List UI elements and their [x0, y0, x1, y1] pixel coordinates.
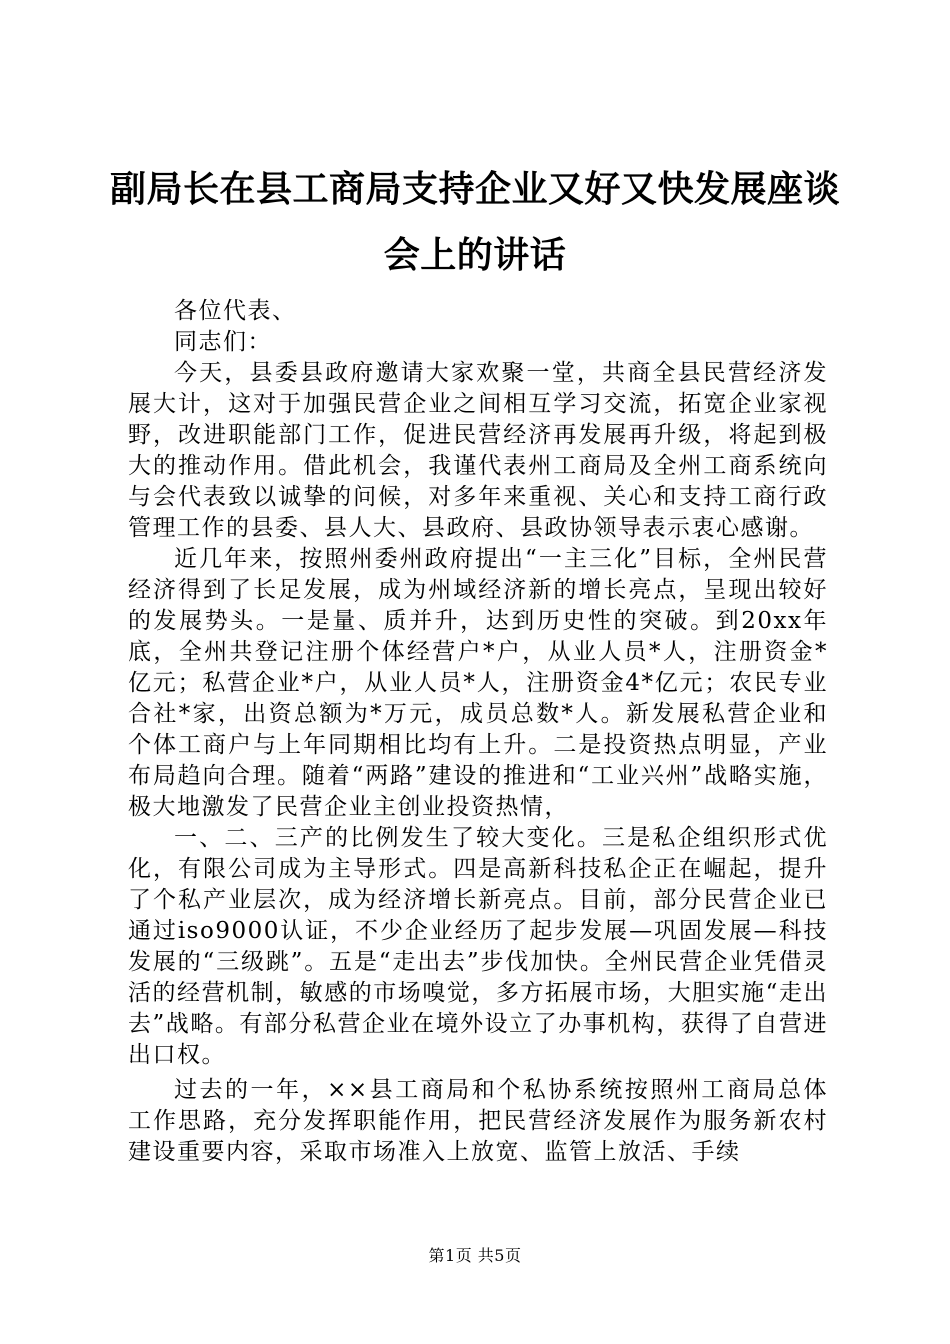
body-paragraph: 过去的一年，××县工商局和个私协系统按照州工商局总体工作思路，充分发挥职能作用，把民营经济发展作为服务新农村建设重要内容，采取市场准入上放宽、监管上放活、手续: [128, 1077, 828, 1165]
body-paragraph: 一、二、三产的比例发生了较大变化。三是私企组织形式优化，有限公司成为主导形式。四是高新科技私企正在崛起，提升了个私产业层次，成为经济增长新亮点。目前，部分民营企业已通过iso9000认证，不少企业经历了起步发展—巩固发展—科技发展的“三级跳”。五是“走出去”步伐加快。全州民营企业凭借灵活的经营机制，敏感的市场嗅觉，多方拓展市场，大胆实施“走出去”战略。有部分私营企业在境外设立了办事机构，获得了自营进出口权。: [128, 825, 828, 1068]
salutation-line-2: 同志们：: [174, 329, 272, 355]
salutation-line-1: 各位代表、: [174, 298, 297, 324]
body-paragraph: 今天，县委县政府邀请大家欢聚一堂，共商全县民营经济发展大计，这对于加强民营企业之间相互学习交流，拓宽企业家视野，改进职能部门工作，促进民营经济再发展再升级，将起到极大的推动作用。借此机会，我谨代表州工商局及全州工商系统向与会代表致以诚挚的问候，对多年来重视、关心和支持工商行政管理工作的县委、县人大、县政府、县政协领导表示衷心感谢。: [128, 360, 828, 541]
document-body: [128, 296, 828, 1168]
document-title: 副局长在县工商局支持企业又好又快发展座谈会上的讲话: [109, 168, 840, 276]
page-number-footer: 第1页 共5页: [428, 1246, 522, 1265]
body-paragraph: 近几年来，按照州委州政府提出“一主三化”目标，全州民营经济得到了长足发展，成为州域经济新的增长亮点，呈现出较好的发展势头。一是量、质并升，达到历史性的突破。到20xx年底，全州共登记注册个体经营户*户，从业人员*人，注册资金*亿元；私营企业*户，从业人员*人，注册资金4*亿元；农民专业合社*家，出资总额为*万元，成员总数*人。新发展私营企业和个体工商户与上年同期相比均有上升。二是投资热点明显，产业布局趋向合理。随着“两路”建设的推进和“工业兴州”战略实施，极大地激发了民营企业主创业投资热情，: [128, 546, 828, 820]
